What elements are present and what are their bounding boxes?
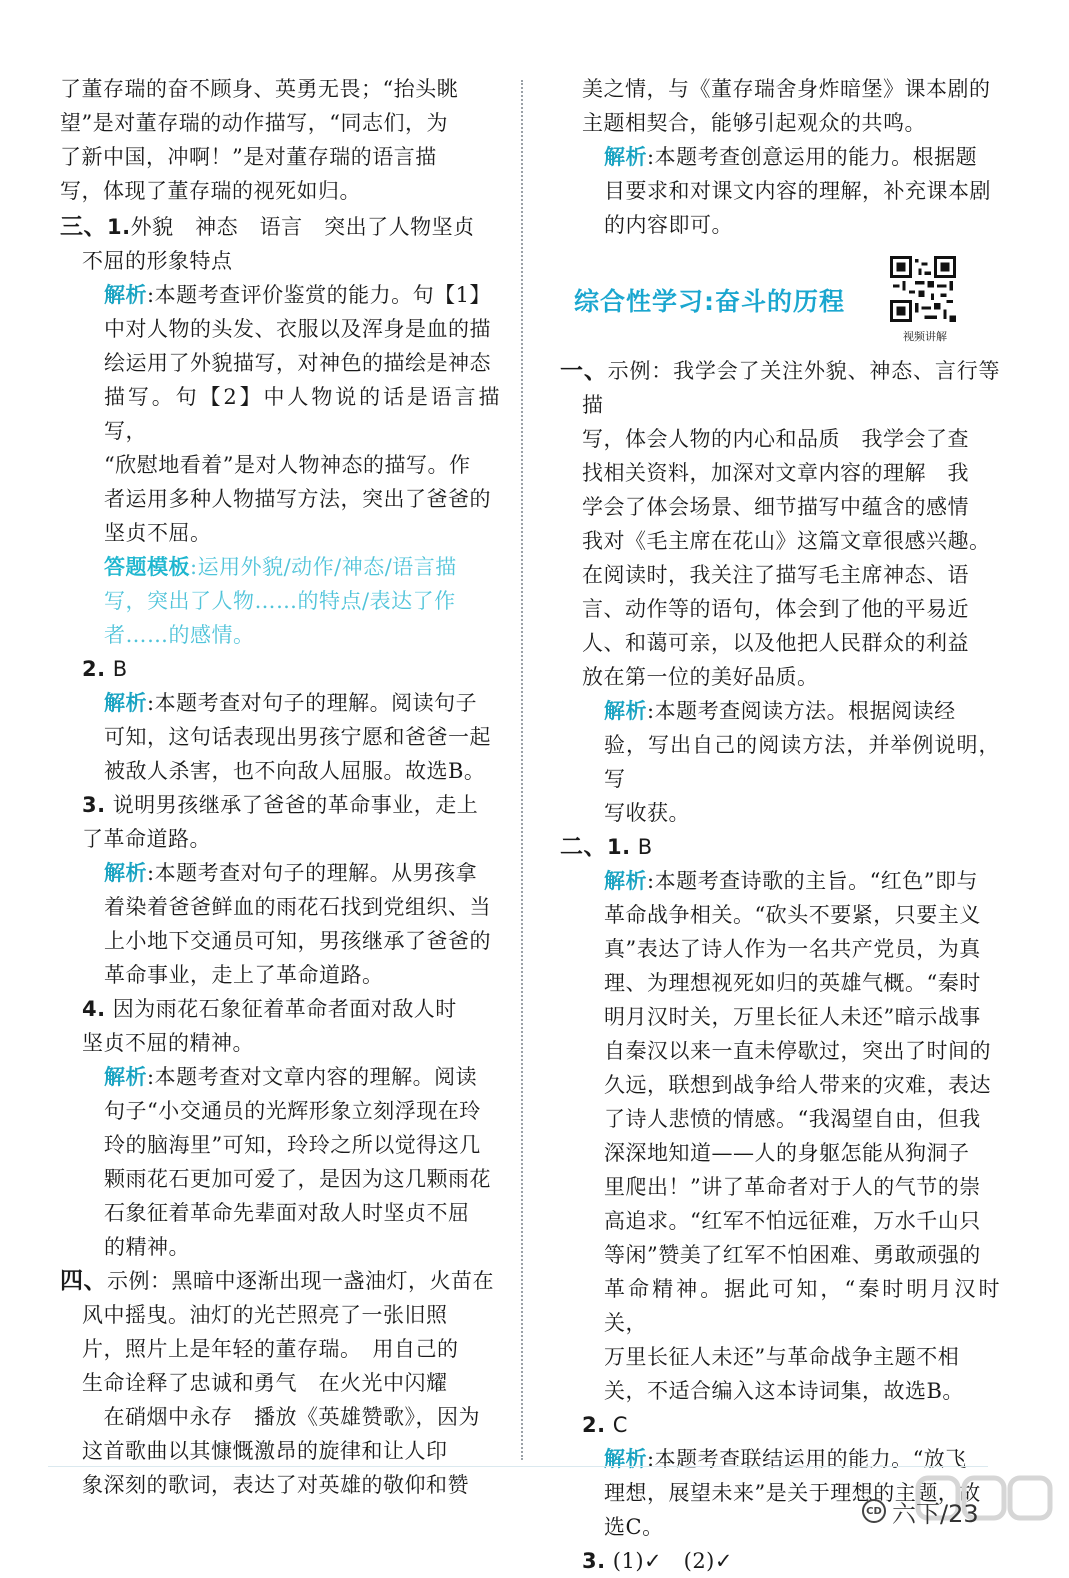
analysis-line [104,1060,500,1094]
answer-text: 了革命道路。 [82,827,211,851]
analysis-text: :本题考查评价鉴赏的能力。句【1】 [147,283,491,307]
answer-text: 放在第一位的美好品质。 [582,665,819,689]
answer-text: 示例：黑暗中逐渐出现一盏油灯，火苗在 [107,1269,494,1293]
answer-text: 在硝烟中永存 播放《英雄赞歌》，因为 [82,1405,480,1429]
analysis-label: 解析 [604,1447,647,1471]
analysis-text: 玲的脑海里”可知，玲玲之所以觉得这几 [104,1133,481,1157]
analysis-text: 关，不适合编入这本诗词集，故选B。 [604,1379,964,1403]
analysis-text: 了诗人悲愤的情感。“我渴望自由，但我 [604,1107,981,1131]
section-number: 三、 [60,214,107,240]
answer-text: 风中摇曳。油灯的光芒照亮了一张旧照 [82,1303,448,1327]
question-line [60,210,500,244]
column-divider [521,80,523,1460]
text-line: 了董存瑞的奋不顾身、英勇无畏；“抬头眺 [60,77,459,101]
section-number: 一、 [560,358,608,384]
answer-text: 在阅读时，我关注了描写毛主席神态、语 [582,563,969,587]
section-one [560,354,1000,830]
answer-text: 人、和蔼可亲，以及他把人民群众的利益 [582,631,969,655]
answer-text: (1)✓ (2)✓ [612,1549,733,1573]
question-number: 1. [607,835,631,859]
analysis-text: 里爬出！”讲了革命者对于人的气节的崇 [604,1175,981,1199]
analysis-text: 革命事业，走上了革命道路。 [104,963,384,987]
analysis-line [104,278,500,312]
analysis-line [104,686,500,720]
analysis-text: 革命精神。据此可知，“秦时明月汉时关， [604,1277,1000,1335]
analysis-text: 深深地知道——人的身躯怎能从狗洞子 [604,1141,970,1165]
left-column [60,72,500,1502]
answer-text: 找相关资料，加深对文章内容的理解 我 [582,461,969,485]
question-number: 3. [82,793,106,817]
analysis-text: 可知，这句话表现出男孩宁愿和爸爸一起 [104,725,491,749]
publisher-logo-icon: CD [862,1499,886,1523]
analysis-text: 中对人物的头发、衣服以及浑身是血的描 [104,317,491,341]
analysis-line [604,1442,1000,1476]
answer-text: 我对《毛主席在花山》这篇文章很感兴趣。 [582,529,991,553]
qr-code-icon[interactable] [890,256,956,322]
question-number: 3. [582,1549,606,1573]
analysis-label: 解析 [604,699,647,723]
answer-text: 不屈的形象特点 [82,249,233,273]
analysis-text: 坚贞不屈。 [104,521,212,545]
analysis-text: 绘运用了外貌描写，对神色的描绘是神态 [104,351,491,375]
section-three [60,210,500,1264]
answer-text: 写，体会人物的内心和品质 我学会了查 [582,427,969,451]
analysis-block [82,686,500,788]
analysis-text: 写收获。 [604,801,690,825]
analysis-block [82,278,500,652]
question-line [82,652,500,686]
answer-text: 示例：我学会了关注外貌、神态、言行等描 [582,359,1001,417]
analysis-block [82,856,500,992]
answer-text: 坚贞不屈的精神。 [82,1031,254,1055]
analysis-text: 理想，展望未来”是关于理想的主题，故 [604,1481,981,1505]
page-footer [862,1494,979,1528]
analysis-text: :本题考查诗歌的主旨。“红色”即与 [647,869,979,893]
analysis-text: 者运用多种人物描写方法，突出了爸爸的 [104,487,491,511]
analysis-text: 选C。 [604,1515,664,1539]
analysis-text: 颗雨花石更加可爱了，是因为这几颗雨花 [104,1167,491,1191]
answer-text: B [637,835,653,859]
analysis-block [582,694,1000,830]
analysis-label: 解析 [104,691,147,715]
question-line [560,830,1000,864]
question-number: 2. [582,1413,606,1437]
analysis-label: 解析 [104,1065,147,1089]
analysis-text: 着染着爸爸鲜血的雨花石找到党组织、当 [104,895,491,919]
analysis-text: “欣慰地看着”是对人物神态的描写。作 [104,453,471,477]
analysis-label: 解析 [104,283,147,307]
analysis-label: 解析 [604,145,647,169]
question-line [60,1264,500,1298]
analysis-text: 自秦汉以来一直未停歇过，突出了时间的 [604,1039,991,1063]
right-continuation [560,72,1000,242]
template-text: 者……的感情。 [104,623,255,647]
answer-text: 片，照片上是年轻的董存瑞。 用自己的 [82,1337,459,1361]
analysis-label: 解析 [604,869,647,893]
answer-text: 生命诠释了忠诚和勇气 在火光中闪耀 [82,1371,448,1395]
analysis-text: 高追求。“红军不怕远征难，万水千山只 [604,1209,981,1233]
analysis-text: 久远，联想到战争给人带来的灾难，表达 [604,1073,991,1097]
qr-code-block[interactable] [890,256,960,344]
question-number: 4. [82,997,106,1021]
text-line: 了新中国，冲啊！”是对董存瑞的语言描 [60,145,437,169]
analysis-block [82,1060,500,1264]
analysis-text: :本题考查联结运用的能力。“放飞 [647,1447,967,1471]
template-label: 答题模板 [104,555,190,579]
analysis-text: 句子“小交通员的光辉形象立刻浮现在玲 [104,1099,481,1123]
left-continuation-paragraph [60,72,500,208]
text-line: 写，体现了董存瑞的视死如归。 [60,179,361,203]
section-header [560,256,1000,346]
analysis-block [582,140,1000,242]
analysis-text: 革命战争相关。“砍头不要紧，只要主义 [604,903,981,927]
analysis-text: 验，写出自己的阅读方法，并举例说明，写 [604,733,1000,791]
text-line: 美之情，与《董存瑞舍身炸暗堡》课本剧的 [582,77,991,101]
answer-text: C [612,1413,628,1437]
analysis-text: 被敌人杀害，也不向敌人屈服。故选B。 [104,759,486,783]
analysis-text: 上小地下交通员可知，男孩继承了爸爸的 [104,929,491,953]
question-line [82,992,500,1026]
analysis-line [604,140,1000,174]
analysis-line [104,856,500,890]
question-line [560,354,1001,422]
analysis-text: 理、为理想视死如归的英雄气概。“秦时 [604,971,981,995]
analysis-text: 石象征着革命先辈面对敌人时坚贞不屈 [104,1201,470,1225]
question-number: 2. [82,657,106,681]
answer-text: B [112,657,128,681]
template-text: :运用外貌/动作/神态/语言描 [190,555,457,579]
answer-text: 外貌 神态 语言 突出了人物坚贞 [130,215,475,239]
text-line: 主题相契合，能够引起观众的共鸣。 [582,111,926,135]
analysis-text: 万里长征人未还”与革命战争主题不相 [604,1345,960,1369]
answer-text: 因为雨花石象征着革命者面对敌人时 [112,997,457,1021]
analysis-line [604,864,1000,898]
analysis-text: :本题考查阅读方法。根据阅读经 [647,699,956,723]
analysis-text: 等闲”赞美了红军不怕困难、勇敢顽强的 [604,1243,981,1267]
right-column [560,72,1000,1578]
footer-rule [48,1466,988,1467]
page-number: 六下/23 [892,1499,979,1528]
question-line [582,1408,1000,1442]
analysis-text: 真”表达了诗人作为一名共产党员，为真 [604,937,981,961]
section-number: 二、 [560,834,607,860]
answer-text: 说明男孩继承了爸爸的革命事业，走上 [112,793,479,817]
answer-text: 言、动作等的语句，体会到了他的平易近 [582,597,969,621]
question-line [82,788,500,822]
analysis-text: :本题考查对句子的理解。从男孩拿 [147,861,478,885]
analysis-text: :本题考查创意运用的能力。根据题 [647,145,978,169]
analysis-text: :本题考查对文章内容的理解。阅读 [147,1065,478,1089]
analysis-line [604,694,1000,728]
answer-text: 学会了体会场景、细节描写中蕴含的感情 [582,495,969,519]
analysis-text: 目要求和对课文内容的理解，补充课本剧 [604,179,991,203]
qr-caption: 视频讲解 [903,330,947,343]
answer-text: 象深刻的歌词，表达了对英雄的敬仰和赞 [82,1473,469,1497]
text-line: 望”是对董存瑞的动作描写，“同志们，为 [60,111,448,135]
analysis-text: 的内容即可。 [604,213,733,237]
analysis-text: 明月汉时关，万里长征人未还”暗示战事 [604,1005,981,1029]
analysis-text: 的精神。 [104,1235,190,1259]
question-line [582,1544,1000,1578]
template-text: 写，突出了人物……的特点/表达了作 [104,589,456,613]
section-number: 四、 [60,1268,107,1294]
answer-text: 这首歌曲以其慷慨激昂的旋律和让人印 [82,1439,448,1463]
template-line [104,550,500,584]
section-title: 综合性学习:奋斗的历程 [574,287,845,316]
analysis-label: 解析 [104,861,147,885]
analysis-block [582,864,1000,1408]
analysis-text: :本题考查对句子的理解。阅读句子 [147,691,478,715]
question-number: 1. [107,215,131,239]
analysis-text: 描写。句【2】中人物说的话是语言描写， [104,385,500,443]
